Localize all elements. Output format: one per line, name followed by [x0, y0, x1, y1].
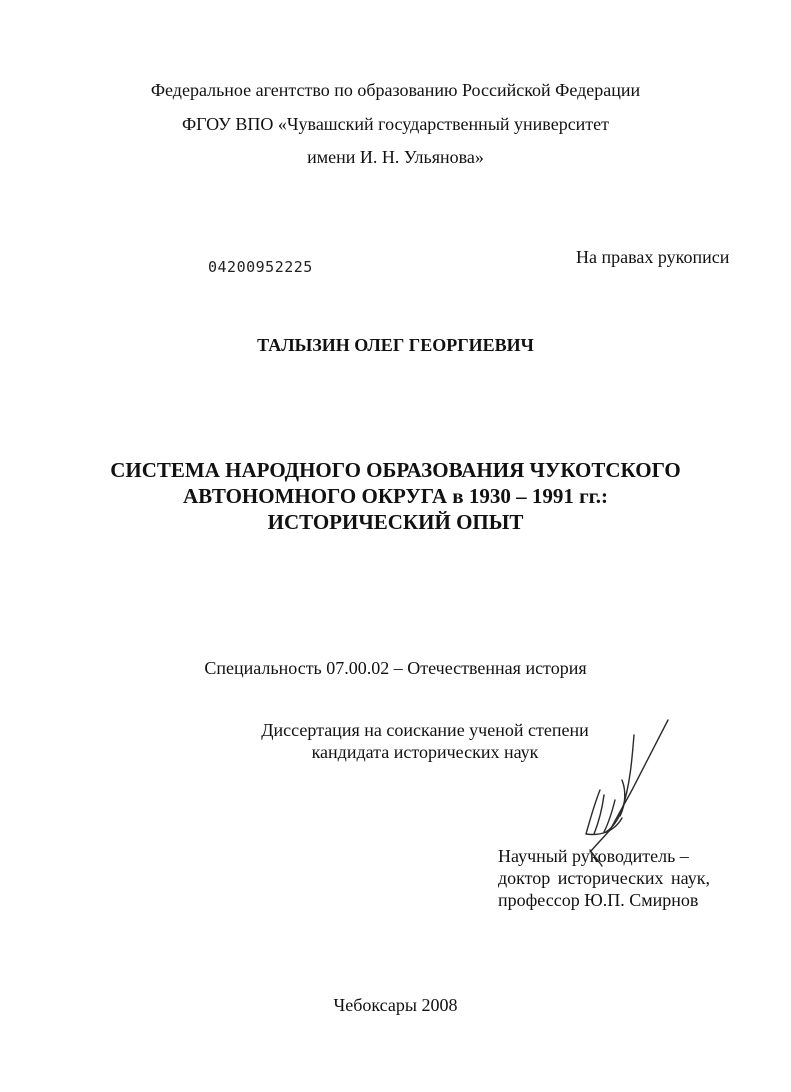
- advisor-line-3: профессор Ю.П. Смирнов: [498, 890, 699, 910]
- title-line-3: ИСТОРИЧЕСКИЙ ОПЫТ: [267, 510, 524, 534]
- advisor-line-1: Научный руководитель –: [498, 846, 689, 866]
- degree-line-1: Диссертация на соискание ученой степени: [261, 720, 589, 740]
- title-line-1: СИСТЕМА НАРОДНОГО ОБРАЗОВАНИЯ ЧУКОТСКОГО: [110, 458, 681, 482]
- advisor-line-2: [498, 867, 710, 889]
- advisor-degree-word-1: доктор: [498, 868, 551, 888]
- signature-stroke: [604, 800, 615, 832]
- agency-line: Федеральное агентство по образованию Российской Федерации: [150, 80, 641, 100]
- author-name: ТАЛЫЗИН ОЛЕГ ГЕОРГИЕВИЧ: [257, 335, 534, 355]
- degree-line-2: кандидата исторических наук: [311, 742, 539, 762]
- advisor-degree-word-3: наук,: [671, 868, 710, 888]
- university-line-1: ФГОУ ВПО «Чувашский государственный университет: [181, 114, 610, 134]
- city-year: Чебоксары 2008: [333, 995, 458, 1015]
- advisor-degree-word-2: исторических: [557, 868, 664, 888]
- library-stamp-number: 04200952225: [208, 258, 313, 276]
- rights-label: На правах рукописи: [576, 247, 730, 267]
- signature-stroke: [590, 720, 668, 852]
- university-line-2: имени И. Н. Ульянова»: [307, 147, 484, 167]
- specialty-line: Специальность 07.00.02 – Отечественная история: [204, 658, 587, 678]
- title-line-2: АВТОНОМНОГО ОКРУГА в 1930 – 1991 гг.:: [182, 484, 609, 508]
- scientific-advisor: [498, 845, 710, 911]
- dissertation-title: [0, 457, 791, 535]
